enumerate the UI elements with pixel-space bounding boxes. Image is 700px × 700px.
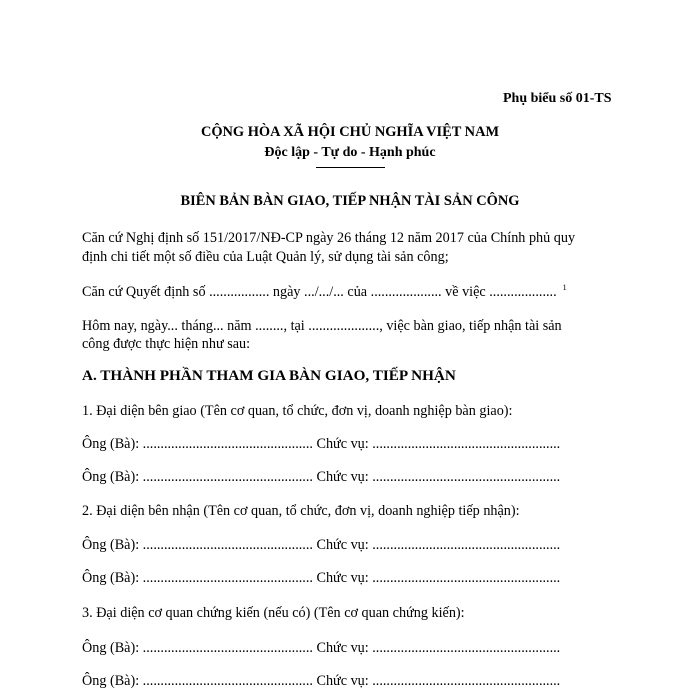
- motto-underline: [316, 167, 385, 168]
- group-heading-giver: 1. Đại diện bên giao (Tên cơ quan, tổ chức, đơn vị, doanh nghiệp bàn giao):: [82, 403, 513, 419]
- national-motto: Độc lập - Tự do - Hạnh phúc: [264, 145, 436, 160]
- receiver-representative-row: Ông (Bà): ................................................ Chức vụ: .....................................................: [82, 570, 561, 586]
- group-heading-witness: 3. Đại diện cơ quan chứng kiến (nếu có) (Tên cơ quan chứng kiến):: [82, 605, 465, 621]
- receiver-representative-row: Ông (Bà): ................................................ Chức vụ: .....................................................: [82, 537, 561, 553]
- basis-decision-text: Căn cứ Quyết định số ................. ngày .../.../... của .................... về việc ...................: [82, 284, 557, 300]
- giver-representative-row: Ông (Bà): ................................................ Chức vụ: .....................................................: [82, 469, 561, 485]
- witness-representative-row: Ông (Bà): ................................................ Chức vụ: .....................................................: [82, 640, 561, 656]
- document-title: BIÊN BẢN BÀN GIAO, TIẾP NHẬN TÀI SẢN CÔNG: [180, 193, 520, 209]
- witness-representative-row: Ông (Bà): ................................................ Chức vụ: .....................................................: [82, 673, 561, 689]
- group-heading-receiver: 2. Đại diện bên nhận (Tên cơ quan, tổ chức, đơn vị, doanh nghiệp tiếp nhận):: [82, 503, 520, 519]
- basis-decree-line-2: định chi tiết một số điều của Luật Quản lý, sử dụng tài sản công;: [82, 249, 449, 265]
- appendix-label: Phụ biểu số 01-TS: [503, 91, 612, 106]
- giver-representative-row: Ông (Bà): ................................................ Chức vụ: .....................................................: [82, 436, 561, 452]
- intro-line-1: Hôm nay, ngày... tháng... năm ........, tại ...................., việc bàn giao, tiếp nhận tài sản: [82, 318, 562, 334]
- national-title: CỘNG HÒA XÃ HỘI CHỦ NGHĨA VIỆT NAM: [200, 124, 500, 140]
- footnote-reference: 1: [562, 283, 567, 292]
- basis-decision-line: [82, 284, 567, 302]
- basis-decree-line-1: Căn cứ Nghị định số 151/2017/NĐ-CP ngày 26 tháng 12 năm 2017 của Chính phủ quy: [82, 230, 576, 246]
- intro-line-2: công được thực hiện như sau:: [82, 336, 251, 352]
- section-a-heading: A. THÀNH PHẦN THAM GIA BÀN GIAO, TIẾP NHẬN: [82, 367, 456, 384]
